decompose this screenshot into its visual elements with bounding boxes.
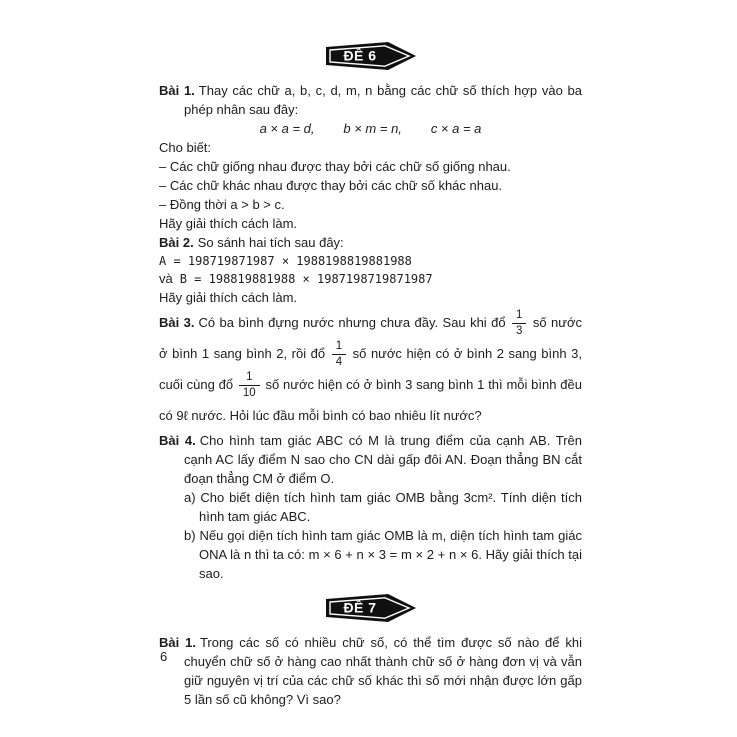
- bai-4-intro-text: Cho hình tam giác ABC có M là trung điểm của cạnh AB. Trên cạnh AC lấy điểm N sao cho CN dài gấp đôi AN. Đoạn thẳng BN cắt đoạn thẳng CM ở điểm O.: [184, 433, 582, 486]
- bai-1-equations: a × a = d, b × m = n, c × a = a: [259, 121, 482, 136]
- fraction-one-quarter: [332, 340, 346, 368]
- fraction-one-tenth: [239, 371, 260, 399]
- bai-3-paragraph: [159, 307, 582, 431]
- de7-bai-1-label: Bài 1.: [159, 635, 196, 650]
- banner-de-6: [159, 40, 582, 72]
- bai-2-outro: Hãy giải thích cách làm.: [159, 290, 298, 305]
- bai-3-seg-1: Có ba bình đựng nước nhưng chưa đầy. Sau khi đổ: [198, 315, 506, 330]
- bai-2-product-b-line: [159, 270, 582, 288]
- bai-1-intro-paragraph: [159, 81, 582, 119]
- page-number: 6: [160, 649, 168, 664]
- fraction-denominator: 4: [335, 356, 343, 369]
- banner-de-7: [159, 592, 582, 624]
- bai-4-label: Bài 4.: [159, 433, 196, 448]
- ribbon-arrow-icon: [325, 40, 417, 72]
- bai-1-bullet-2: – Các chữ khác nhau được thay bởi các chữ số khác nhau.: [159, 178, 503, 193]
- bai-1-cho-biet: Cho biết:: [159, 140, 212, 155]
- page-content: [159, 40, 582, 709]
- fraction-numerator: 1: [332, 340, 346, 355]
- bai-2-label: Bài 2.: [159, 235, 194, 250]
- bai-2-intro-text: So sánh hai tích sau đây:: [197, 235, 344, 250]
- fraction-numerator: 1: [512, 309, 526, 324]
- bai-4-item-a: a) Cho biết diện tích hình tam giác OMB bằng 3cm². Tính diện tích hình tam giác ABC.: [184, 490, 582, 524]
- fraction-one-third: [512, 309, 526, 337]
- banner-de-7-label: ĐỀ 7: [342, 599, 377, 616]
- bai-2-va: và: [159, 271, 173, 286]
- bai-4-intro-paragraph: [159, 431, 582, 488]
- bai-1-label: Bài 1.: [159, 83, 195, 98]
- bai-2-product-b: B = 198819881988 × 1987198719871987: [179, 272, 433, 286]
- bai-2-intro-paragraph: [159, 233, 582, 252]
- bai-3-seg-3: số nước hiện có ở bình 2 sang bình 3, cuối cùng đổ: [159, 346, 582, 392]
- bai-3-label: Bài 3.: [159, 315, 195, 330]
- bai-3-seg-4: số nước hiện có ở bình 3 sang bình 1 thì mỗi bình đều có 9ℓ nước. Hỏi lúc đầu mỗi bình có bao nhiêu lít nước?: [159, 377, 582, 423]
- de7-bai-1-paragraph: [159, 633, 582, 709]
- bai-1-outro: Hãy giải thích cách làm.: [159, 216, 298, 231]
- bai-1-intro-text: Thay các chữ a, b, c, d, m, n bằng các chữ số thích hợp vào ba phép nhân sau đây:: [184, 83, 583, 117]
- bai-1-bullet-1: – Các chữ giống nhau được thay bởi các chữ số giống nhau.: [159, 159, 511, 174]
- bai-3-seg-2: số nước ở bình 1 sang bình 2, rồi đổ: [159, 315, 582, 361]
- bai-1-bullet-3: – Đồng thời a > b > c.: [159, 197, 285, 212]
- fraction-numerator: 1: [239, 371, 260, 386]
- de7-bai-1-text: Trong các số có nhiều chữ số, có thể tìm được số nào để khi chuyển chữ số ở hàng cao nhất thành chữ số ở hàng đơn vị và vẫn giữ nguyên vị trí của các chữ số khác thì số mới nhận được lớn gấp 5 lần số cũ không? Vì sao?: [184, 635, 582, 707]
- bai-2-product-a: A = 198719871987 × 1988198819881988: [159, 254, 412, 268]
- bai-4-subitems: [184, 488, 582, 583]
- ribbon-arrow-icon: [325, 592, 417, 624]
- bai-4-item-b: b) Nếu gọi diện tích hình tam giác OMB là m, diện tích hình tam giác ONA là n thì ta có: m × 6 + n × 3 = m × 2 + n × 6. Hãy giải thích tại sao.: [184, 528, 582, 581]
- fraction-denominator: 10: [242, 387, 256, 400]
- banner-de-6-label: ĐỀ 6: [342, 47, 377, 64]
- fraction-denominator: 3: [516, 325, 523, 338]
